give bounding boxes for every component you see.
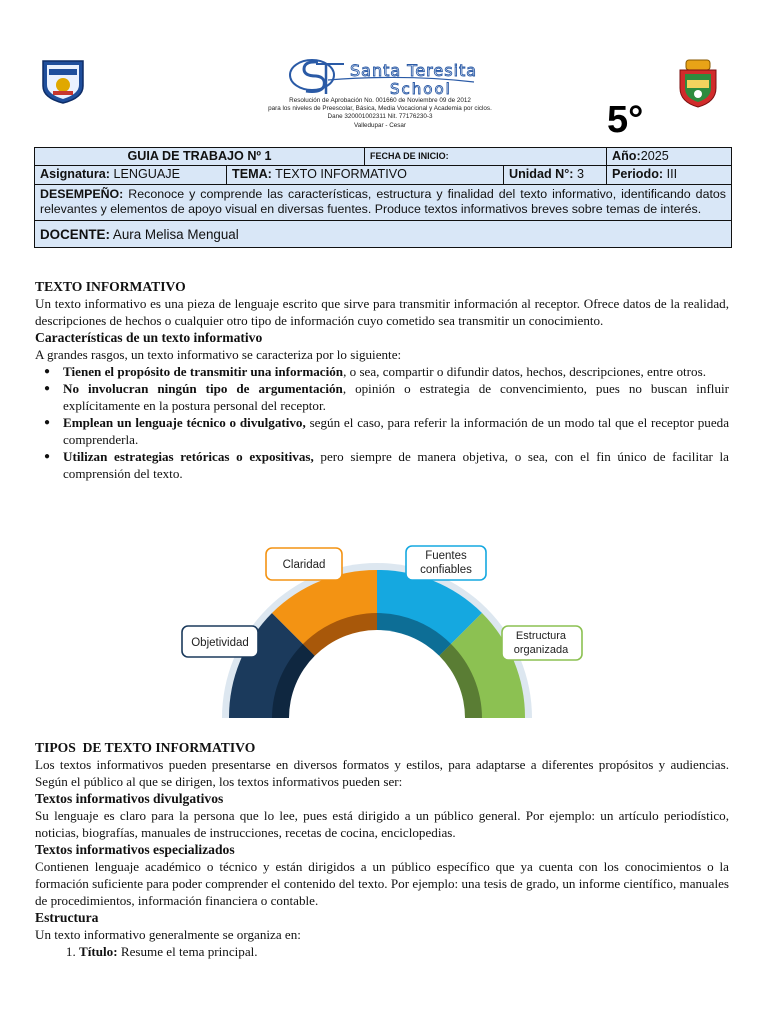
- label-fuentes-line1: Fuentes: [425, 550, 467, 562]
- start-date-label: FECHA DE INICIO:: [365, 148, 607, 165]
- teacher-cell: DOCENTE: Aura Melisa Mengual: [40, 226, 239, 242]
- list-item: ● No involucran ningún tipo de argumentación, opinión o estrategia de convencimiento, pues no buscan influir explícitamente en la postura personal del receptor.: [63, 380, 729, 414]
- section-title: TIPOS DE TEXTO INFORMATIVO: [35, 740, 256, 755]
- paragraph: Contienen lenguaje académico o técnico y están dirigidos a un público específico que ya cuenta con los conocimientos o la formación suficiente para poder comprender el contenido del texto. Por ejemplo: una tesis de grado, un informe científico, manuales de procedimientos, información financiera o contable.: [35, 859, 729, 908]
- brand-name-line2: School: [390, 80, 452, 98]
- topic-cell: TEMA: TEXTO INFORMATIVO: [227, 166, 504, 184]
- subheading: Textos informativos especializados: [35, 842, 235, 857]
- year-cell: Año:2025: [612, 149, 669, 163]
- grade-label: 5°: [607, 99, 644, 141]
- section-title: TEXTO INFORMATIVO: [35, 279, 186, 294]
- list-item: ● Emplean un lenguaje técnico o divulgativo, según el caso, para referir la información de un modo tal que el receptor pueda comprenderla.: [63, 414, 729, 448]
- label-fuentes-line2: confiables: [420, 564, 472, 576]
- subheading: Textos informativos divulgativos: [35, 791, 224, 806]
- characteristics-semicircle-diagram: [191, 540, 569, 718]
- subheading: Estructura: [35, 910, 99, 925]
- resolution-text: Resolución de Aprobación No. 001660 de Noviembre 09 de 2012 para los niveles de Preescolar, Básica, Media Vocacional y Academia por ciclos. Dane 320001002311 Nit. 77176230-3 Valledupar - Cesar: [268, 97, 492, 129]
- period-cell: Periodo: III: [612, 167, 678, 181]
- label-estructura-line2: organizada: [513, 644, 569, 656]
- paragraph: A grandes rasgos, un texto informativo se caracteriza por lo siguiente:: [35, 347, 402, 362]
- list-item: 1. Título: Resume el tema principal.: [79, 943, 729, 960]
- label-claridad: Claridad: [282, 559, 326, 571]
- municipal-coat-of-arms: [676, 58, 720, 108]
- santa-teresita-brand-logo: [286, 56, 482, 98]
- paragraph: Los textos informativos pueden presentarse en diversos formatos y estilos, para adaptarse a diferentes propósitos y audiencias. Según el público al que se dirigen, los textos informativos pueden ser:: [35, 757, 729, 789]
- label-objetividad: Objetividad: [191, 637, 249, 649]
- paragraph: Un texto informativo es una pieza de lenguaje escrito que sirve para transmitir información al receptor. Ofrece datos de la realidad, descripciones de hechos o cualquier otro tipo de información cuyo cometido sea transmitir un conocimiento.: [35, 296, 729, 328]
- subheading: Características de un texto informativo: [35, 330, 263, 345]
- guide-info-table: [34, 147, 732, 248]
- structure-list: [35, 943, 729, 960]
- list-item: ● Utilizan estrategias retóricas o expositivas, pero siempre de manera objetiva, o sea, con el fin único de facilitar la comprensión del texto.: [63, 448, 729, 482]
- guide-title: GUIA DE TRABAJO Nº 1: [35, 148, 365, 165]
- list-item: ● Tienen el propósito de transmitir una información, o sea, compartir o difundir datos, hechos, descripciones, entre otros.: [63, 363, 729, 380]
- section-types: [35, 739, 729, 960]
- school-crest-logo: [40, 58, 86, 104]
- section-informative-text: [35, 278, 729, 482]
- paragraph: Su lenguaje es claro para la persona que lo lee, pues está dirigido a un público general. Por ejemplo: un artículo periodístico, noticias, biografías, manuales de instrucciones, recetas de cocina, enciclopedias.: [35, 808, 729, 840]
- performance-cell: DESEMPEÑO: Reconoce y comprende las características, estructura y finalidad del texto informativo, identificando datos relevantes y elementos de apoyo visual en diversas fuentes. Produce textos informativos breves sobre temas de interés.: [40, 187, 726, 216]
- label-estructura-line1: Estructura: [515, 630, 567, 642]
- subject-cell: Asignatura: LENGUAJE: [35, 166, 227, 184]
- brand-name-line1: Santa Teresita: [350, 61, 478, 80]
- unit-cell: Unidad N°: 3: [504, 166, 607, 184]
- characteristics-list: [35, 363, 729, 482]
- paragraph: Un texto informativo generalmente se organiza en:: [35, 927, 301, 942]
